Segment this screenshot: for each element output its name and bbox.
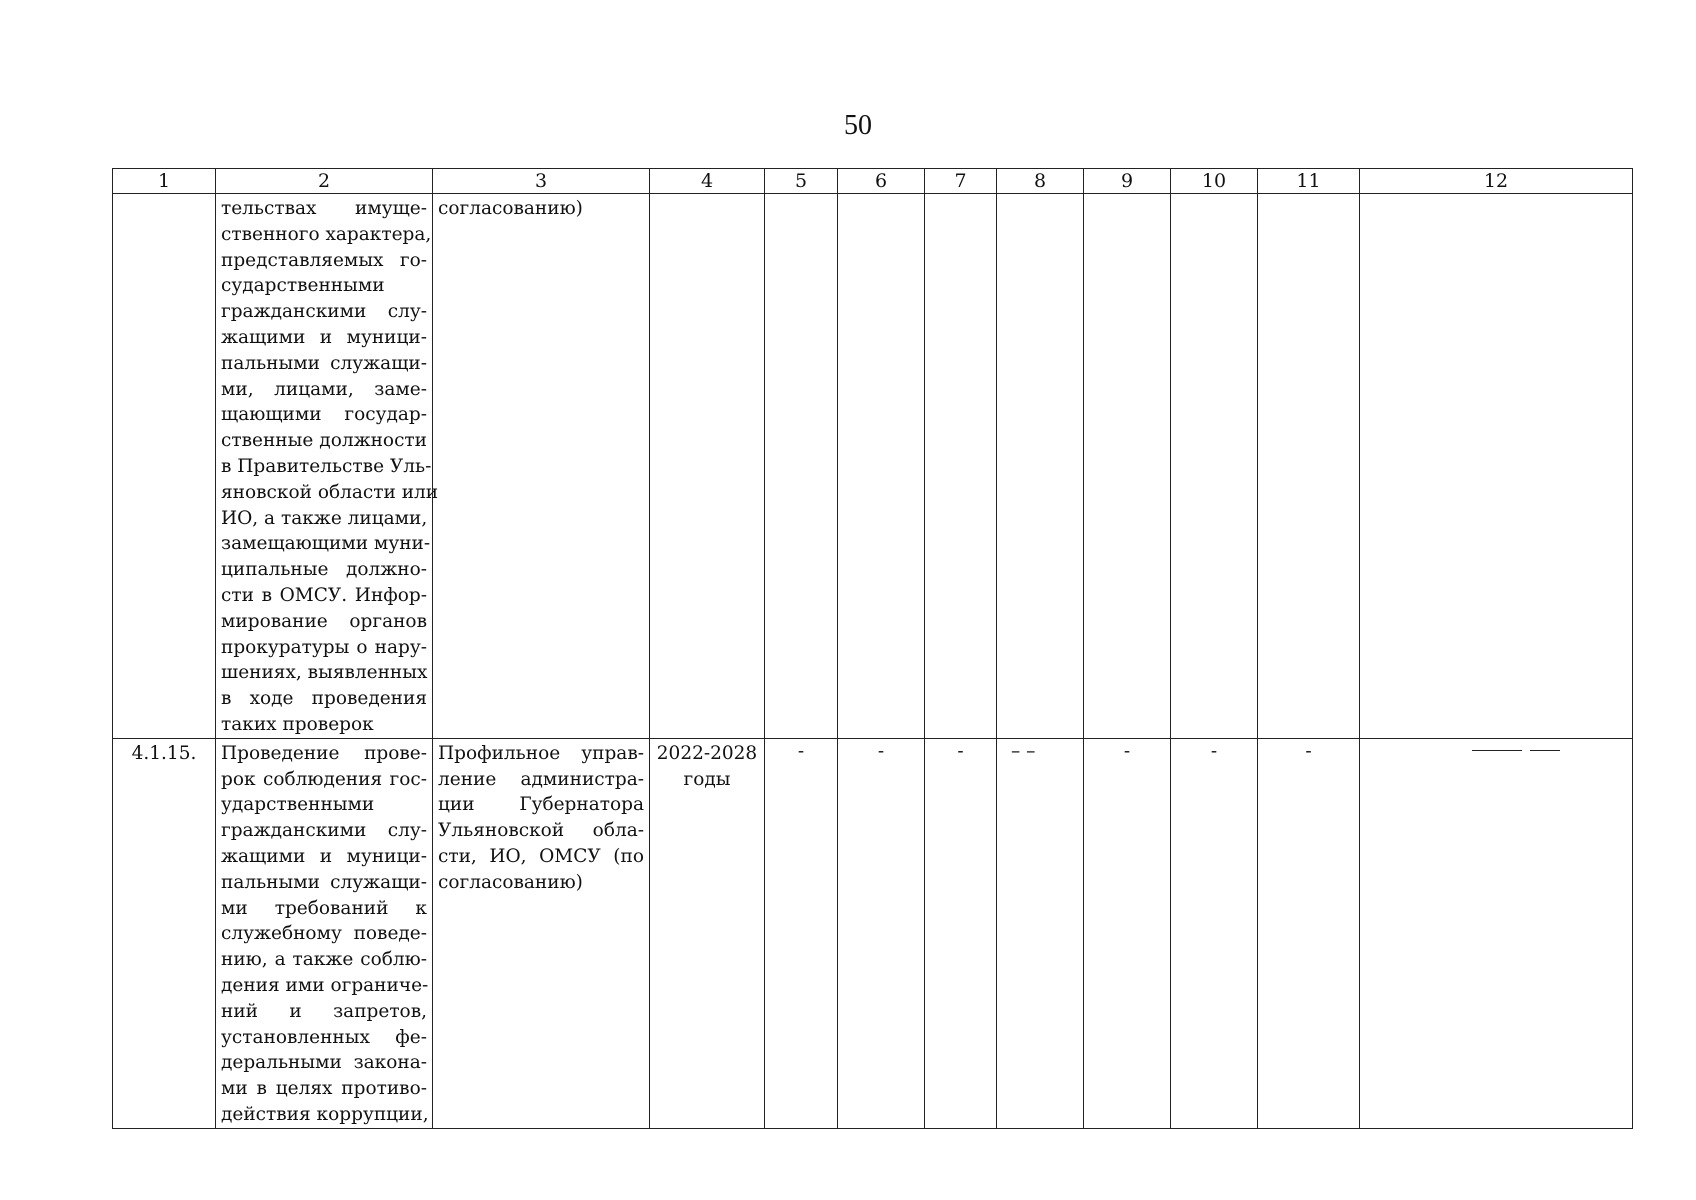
- text-line: ми в целях противо-: [221, 1078, 427, 1100]
- text-line: рок соблюдения гос-: [221, 768, 427, 790]
- text-line: гражданскими слу-: [221, 820, 427, 842]
- header-cell-10: 10: [1171, 169, 1258, 194]
- text-line: ственные должности: [221, 430, 427, 452]
- row1-col11-cell: [1258, 194, 1360, 739]
- row2-col7-cell: -: [925, 738, 997, 1128]
- text-line: служебному поведе-: [221, 923, 427, 945]
- text-line: Ульяновской обла-: [438, 820, 644, 842]
- table-row: [113, 194, 1633, 739]
- header-cell-1: 1: [113, 169, 216, 194]
- text-line: жащими и муници-: [221, 845, 427, 867]
- row1-description-cell: [216, 194, 439, 739]
- row1-number-cell: [113, 194, 216, 739]
- header-cell-9: 9: [1084, 169, 1171, 194]
- text-line: в ходе проведения: [221, 688, 427, 710]
- text-line: шениях, выявленных: [221, 662, 428, 684]
- dash-mark: [1530, 750, 1560, 751]
- row1-col5-cell: [765, 194, 838, 739]
- row2-number-cell: 4.1.15.: [113, 738, 216, 1128]
- header-cell-6: 6: [838, 169, 925, 194]
- text-line: установленных фе-: [221, 1026, 427, 1048]
- text-line: яновской области или: [221, 481, 439, 503]
- row2-col9-cell: -: [1084, 738, 1171, 1128]
- row2-col8-cell: – –: [997, 738, 1084, 1128]
- table-row: [113, 738, 1633, 1128]
- plan-table: [112, 168, 1633, 1129]
- text-line: Профильное управ-: [438, 742, 644, 764]
- header-cell-5: 5: [765, 169, 838, 194]
- row1-col8-cell: [997, 194, 1084, 739]
- header-cell-3: 3: [433, 169, 650, 194]
- dash-mark: [1472, 750, 1522, 751]
- text-line: ми требований к: [221, 897, 427, 919]
- header-cell-4: 4: [650, 169, 765, 194]
- text-line: ции Губернатора: [438, 794, 644, 816]
- text-line: ственного характера,: [221, 223, 432, 245]
- header-cell-7: 7: [925, 169, 997, 194]
- text-line: деральными закона-: [221, 1052, 427, 1074]
- text-line: щающими государ-: [221, 404, 427, 426]
- text-line: Проведение прове-: [221, 742, 427, 764]
- text-line: дения ими ограниче-: [221, 974, 429, 996]
- text-line: сударственными: [221, 275, 385, 297]
- text-line: замещающими муни-: [221, 533, 431, 555]
- text-line: в Правительстве Уль-: [221, 455, 432, 477]
- row1-col9-cell: [1084, 194, 1171, 739]
- text-line: ципальные должно-: [221, 559, 427, 581]
- header-cell-8: 8: [997, 169, 1084, 194]
- text-line: мирование органов: [221, 610, 427, 632]
- text-line: пальными служащи-: [221, 352, 427, 374]
- text-line: сти, ИО, ОМСУ (по: [438, 845, 644, 867]
- text-line: сти в ОМСУ. Инфор-: [221, 584, 427, 606]
- text-line: пальными служащи-: [221, 871, 427, 893]
- text-line: нию, а также соблю-: [221, 949, 427, 971]
- header-cell-11: 11: [1258, 169, 1360, 194]
- row2-responsible-cell: [433, 738, 650, 1128]
- row1-col12-cell: [1360, 194, 1633, 739]
- text-line: согласованию): [438, 198, 583, 219]
- text-line: ление администра-: [438, 768, 644, 790]
- row1-responsible-cell: [433, 194, 650, 739]
- text-line: ИО, а также лицами,: [221, 507, 428, 529]
- row2-col11-cell: -: [1258, 738, 1360, 1128]
- row1-col7-cell: [925, 194, 997, 739]
- header-row: [113, 169, 1633, 194]
- row2-col5-cell: -: [765, 738, 838, 1128]
- text-line: представляемых го-: [221, 249, 427, 271]
- row1-col6-cell: [838, 194, 925, 739]
- header-cell-12: 12: [1360, 169, 1633, 194]
- text-line: ми, лицами, заме-: [221, 378, 427, 400]
- header-cell-2: 2: [216, 169, 433, 194]
- row2-col10-cell: -: [1171, 738, 1258, 1128]
- row2-col6-cell: -: [838, 738, 925, 1128]
- text-line: таких проверок: [221, 713, 374, 735]
- row1-col10-cell: [1171, 194, 1258, 739]
- row2-col12-cell: [1360, 738, 1633, 1128]
- row2-description-cell: [216, 738, 433, 1128]
- text-line: тельствах имуще-: [221, 198, 427, 219]
- text-line: согласованию): [438, 871, 583, 893]
- page-number: 50: [844, 110, 872, 141]
- text-line: 2022-2028: [656, 742, 758, 764]
- text-line: жащими и муници-: [221, 326, 427, 348]
- text-line: гражданскими слу-: [221, 301, 427, 323]
- text-line: ний и запретов,: [221, 1000, 427, 1022]
- row1-period-cell: [650, 194, 765, 739]
- text-line: действия коррупции,: [221, 1103, 429, 1125]
- text-line: прокуратуры о нару-: [221, 636, 427, 658]
- text-line: годы: [683, 768, 731, 790]
- row2-period-cell: [650, 738, 765, 1128]
- text-line: ударственными: [221, 794, 375, 816]
